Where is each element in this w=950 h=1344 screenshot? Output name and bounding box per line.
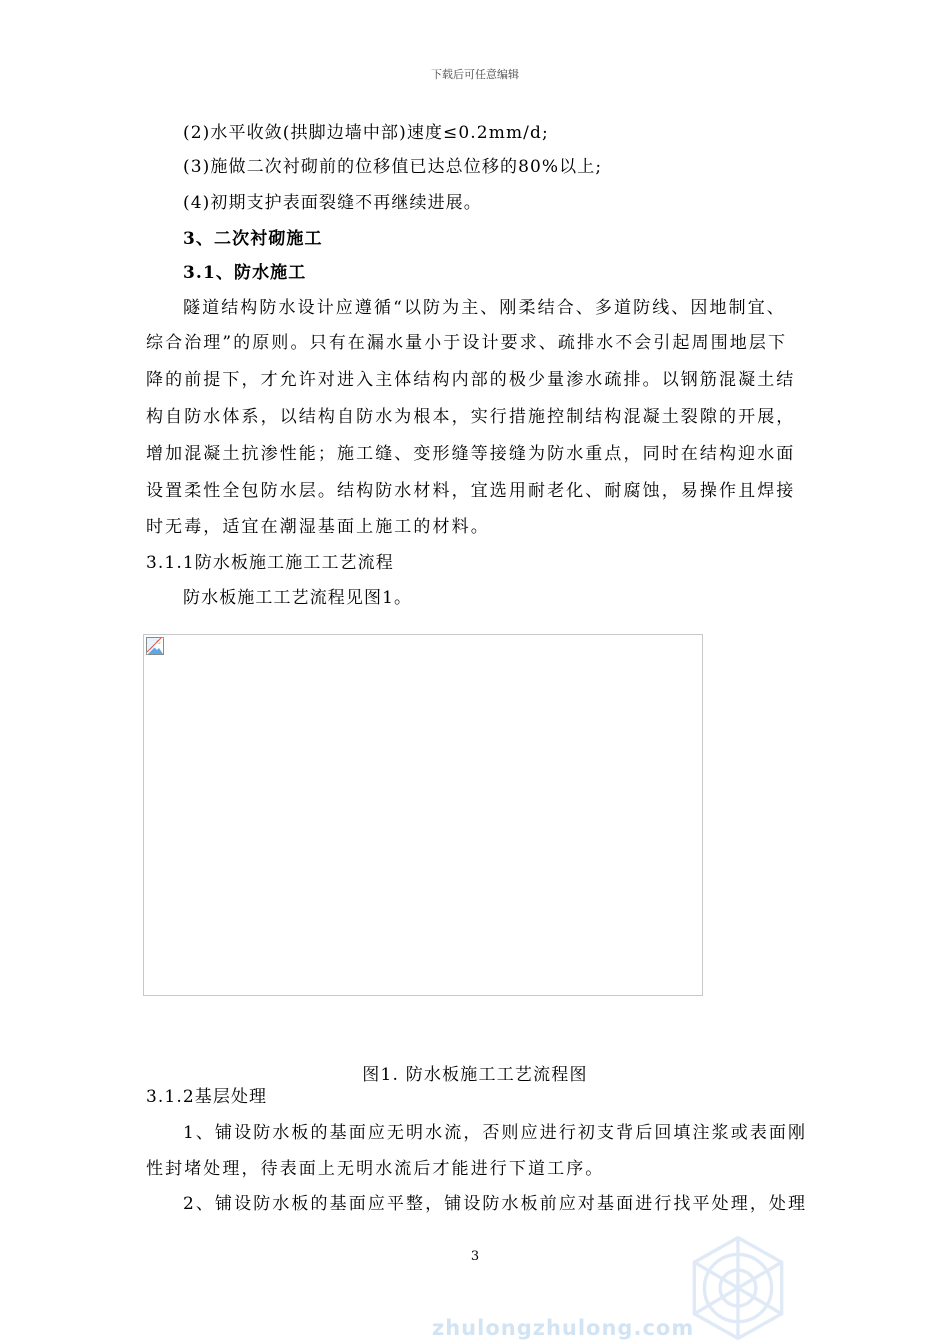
- paragraph-line: 设置柔性全包防水层。结构防水材料，宜选用耐老化、耐腐蚀，易操作且焊接: [146, 481, 796, 501]
- broken-image-icon: [146, 637, 164, 655]
- list-item: (4)初期支护表面裂缝不再继续进展。: [183, 193, 482, 213]
- paragraph-line: 构自防水体系，以结构自防水为根本，实行措施控制结构混凝土裂隙的开展，: [146, 407, 796, 427]
- watermark-text: zhulongzhulong.com: [432, 1316, 695, 1340]
- page-number: 3: [470, 1249, 480, 1264]
- paragraph-line: 性封堵处理，待表面上无明水流后才能进行下道工序。: [146, 1159, 605, 1179]
- paragraph-line: 时无毒，适宜在潮湿基面上施工的材料。: [146, 517, 490, 537]
- paragraph-line: 隧道结构防水设计应遵循“以防为主、刚柔结合、多道防线、因地制宜、: [183, 298, 786, 318]
- paragraph-line: 增加混凝土抗渗性能；施工缝、变形缝等接缝为防水重点，同时在结构迎水面: [146, 444, 796, 464]
- page-header-note: 下载后可任意编辑: [431, 68, 519, 81]
- watermark-snowflake-icon: [682, 1232, 794, 1344]
- list-item: (2)水平收敛(拱脚边墙中部)速度≤0.2mm/d;: [183, 123, 549, 143]
- paragraph-line: 2、铺设防水板的基面应平整，铺设防水板前应对基面进行找平处理，处理: [183, 1194, 808, 1214]
- paragraph-line: 降的前提下，才允许对进入主体结构内部的极少量渗水疏排。以钢筋混凝土结: [146, 370, 796, 390]
- list-item: (3)施做二次衬砌前的位移值已达总位移的80%以上;: [183, 157, 603, 177]
- sub-heading: 3.1.2基层处理: [146, 1087, 268, 1107]
- sub-heading: 3.1.1防水板施工施工工艺流程: [146, 553, 394, 573]
- figure-reference: 防水板施工工艺流程见图1。: [183, 588, 413, 608]
- paragraph-line: 综合治理”的原则。只有在漏水量小于设计要求、疏排水不会引起周围地层下: [146, 333, 788, 353]
- subsection-heading: 3.1、防水施工: [183, 263, 307, 283]
- figure-caption: 图1. 防水板施工工艺流程图: [362, 1065, 588, 1085]
- paragraph-line: 1、铺设防水板的基面应无明水流，否则应进行初支背后回填注浆或表面刚: [183, 1123, 808, 1143]
- figure-placeholder: [143, 634, 703, 996]
- section-heading: 3、二次衬砌施工: [183, 229, 323, 249]
